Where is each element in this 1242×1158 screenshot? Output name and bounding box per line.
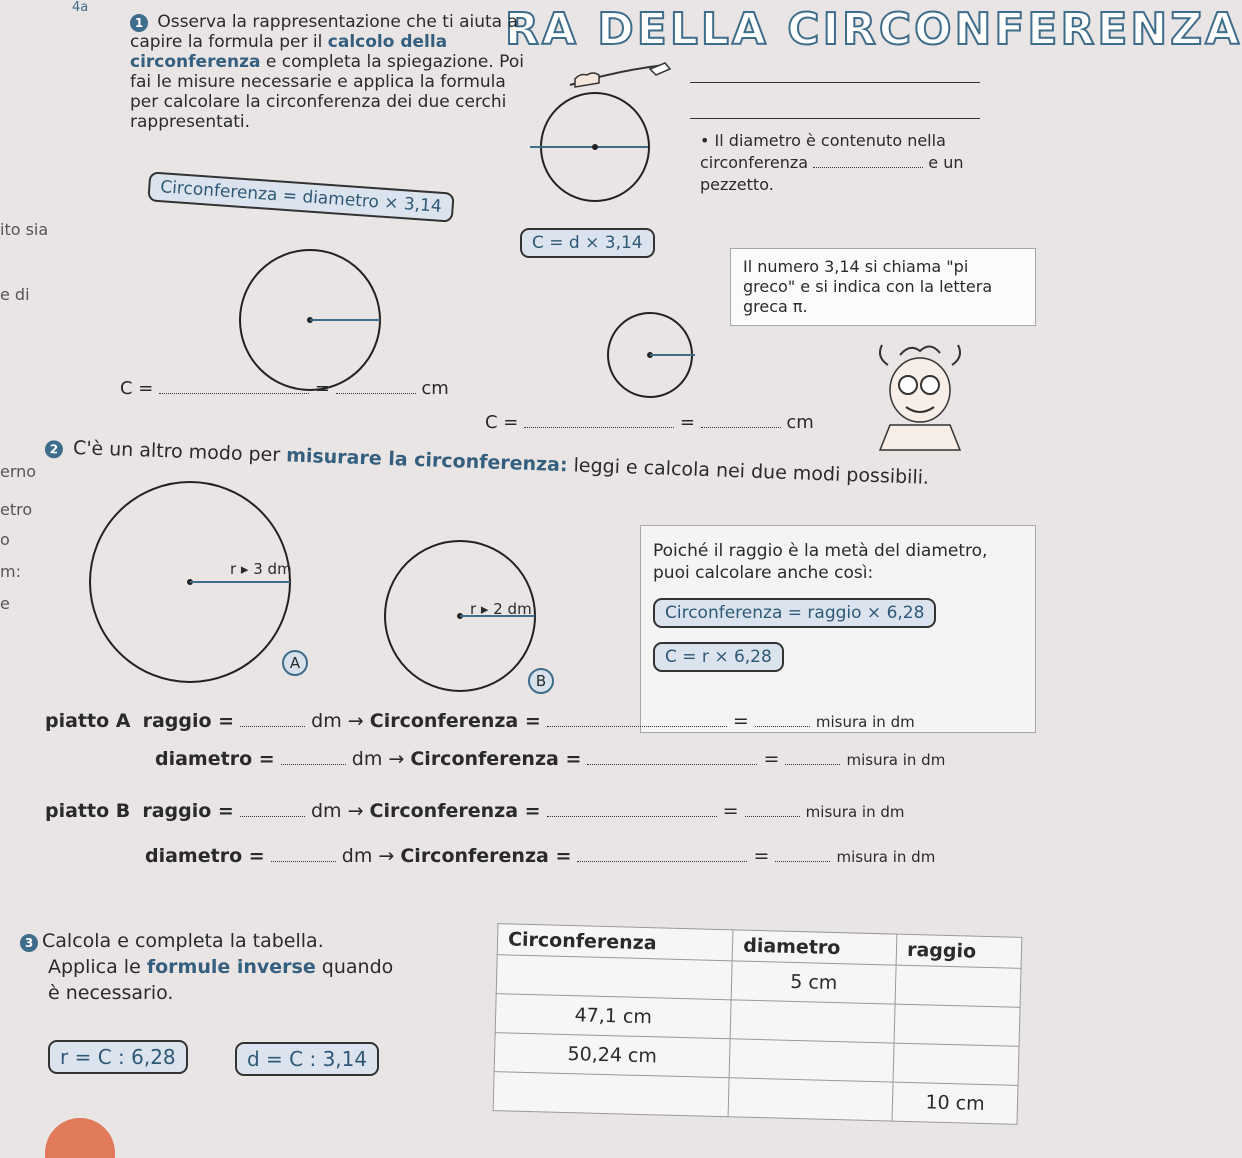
table-cell[interactable] (730, 1000, 895, 1043)
answer-line[interactable] (240, 726, 305, 727)
margin-fragment: m: (0, 562, 21, 581)
margin-fragment: etro (0, 500, 33, 519)
circle-large (230, 248, 390, 398)
table-cell[interactable] (496, 955, 732, 1000)
instruction-text-rest: e completa la spiegazione. Poi fai le misure necessarie e applica la formula per calcolare la circonferenza dei due cerchi rappresentati. (130, 52, 524, 132)
answer-line[interactable] (775, 861, 830, 862)
table-cell[interactable] (728, 1078, 893, 1121)
margin-fragment: o (0, 530, 10, 549)
answer-line[interactable] (336, 393, 416, 394)
table-header: raggio (896, 934, 1022, 968)
table-cell[interactable]: 50,24 cm (494, 1033, 730, 1078)
table-cell[interactable] (895, 965, 1021, 1007)
formula-symbols-box: C = d × 3,14 (520, 228, 655, 258)
radius-info-bubble: Poiché il raggio è la metà del diametro, puoi calcolare anche così: Circonferenza = raggio × 6,28 C = r × 6,28 (640, 525, 1036, 733)
answer-line[interactable] (547, 726, 727, 727)
answer-line[interactable] (785, 764, 840, 765)
formula-inverse-radius: r = C : 6,28 (48, 1040, 188, 1074)
page-corner-mark: 4a (72, 0, 89, 15)
plate-a-radius-label: r ▸ 3 dm (230, 560, 292, 578)
exercise-number: 3 (20, 934, 38, 952)
formula-radius-symbols: C = r × 6,28 (653, 642, 784, 672)
answer-line[interactable] (690, 82, 980, 83)
finger-blob (45, 1118, 115, 1158)
exercise-2-instructions: 2 C'è un altro modo per misurare la circonferenza: leggi e calcola nei due modi possibili. (45, 436, 930, 489)
answer-line[interactable] (271, 861, 336, 862)
answer-line[interactable] (755, 726, 810, 727)
table-cell[interactable] (729, 1039, 894, 1082)
answer-line[interactable] (547, 816, 717, 817)
plate-a-circle (60, 470, 320, 700)
answer-line[interactable] (240, 816, 305, 817)
plate-b-label: B (528, 668, 554, 694)
answer-line[interactable] (813, 167, 923, 168)
calc-right: C = = cm (485, 412, 814, 433)
table-header: Circonferenza (497, 924, 733, 961)
margin-fragment: e (0, 594, 10, 613)
answer-line[interactable] (587, 764, 757, 765)
margin-fragment: ito sia (0, 220, 49, 239)
table-cell[interactable]: 10 cm (892, 1082, 1018, 1124)
plate-a-diameter-row: diametro = dm → Circonferenza = = misura in dm (155, 748, 946, 770)
answer-line[interactable] (745, 816, 800, 817)
answer-line[interactable] (281, 764, 346, 765)
table-cell[interactable] (894, 1004, 1020, 1046)
page-title: RA DELLA CIRCONFERENZA (505, 4, 1242, 55)
margin-fragment: e di (0, 285, 30, 304)
formula-inverse-diameter: d = C : 3,14 (235, 1042, 379, 1076)
plate-b-radius-label: r ▸ 2 dm (470, 600, 532, 618)
exercise-number: 2 (45, 440, 64, 459)
table-cell[interactable]: 5 cm (731, 961, 896, 1004)
calc-left: C = = cm (120, 378, 449, 399)
table-cell[interactable] (493, 1072, 729, 1117)
plate-a-label: A (282, 650, 308, 676)
plate-b-diameter-row: diametro = dm → Circonferenza = = misura in dm (145, 845, 936, 867)
instruction-text: Osserva la rappresentazione che ti aiuta a capire la formula per il (130, 12, 518, 52)
plate-a-radius-row: piatto A raggio = dm → Circonferenza = = misura in dm (45, 710, 915, 732)
formula-words-box: Circonferenza = diametro × 3,14 (147, 171, 454, 222)
answer-line[interactable] (159, 393, 309, 394)
instruction-highlight: calcolo della circonferenza (130, 32, 448, 72)
table-cell[interactable]: 47,1 cm (495, 994, 731, 1039)
exercise-1-instructions (130, 12, 530, 132)
table-header: diametro (732, 930, 897, 965)
circle-data-table (493, 923, 1023, 1125)
pi-info-bubble: Il numero 3,14 si chiama "pi greco" e si indica con la lettera greca π. (730, 248, 1036, 326)
exercise-3-instructions: 3 Calcola e completa la tabella. Applica le formule inverse quando è necessario. (20, 928, 460, 1006)
answer-line[interactable] (577, 861, 747, 862)
plate-b-radius-row: piatto B raggio = dm → Circonferenza = = misura in dm (45, 800, 905, 822)
circle-small (600, 310, 700, 400)
answer-line[interactable] (701, 427, 781, 428)
answer-line[interactable] (690, 118, 980, 119)
string-circle-illustration (530, 55, 690, 205)
formula-radius-words: Circonferenza = raggio × 6,28 (653, 598, 936, 628)
exercise-number: 1 (130, 14, 148, 32)
margin-fragment: erno (0, 462, 37, 481)
answer-line[interactable] (524, 427, 674, 428)
diameter-note: • Il diametro è contenuto nella circonferenza e un pezzetto. (700, 131, 964, 194)
professor-illustration (860, 345, 980, 455)
table-cell[interactable] (893, 1043, 1019, 1085)
